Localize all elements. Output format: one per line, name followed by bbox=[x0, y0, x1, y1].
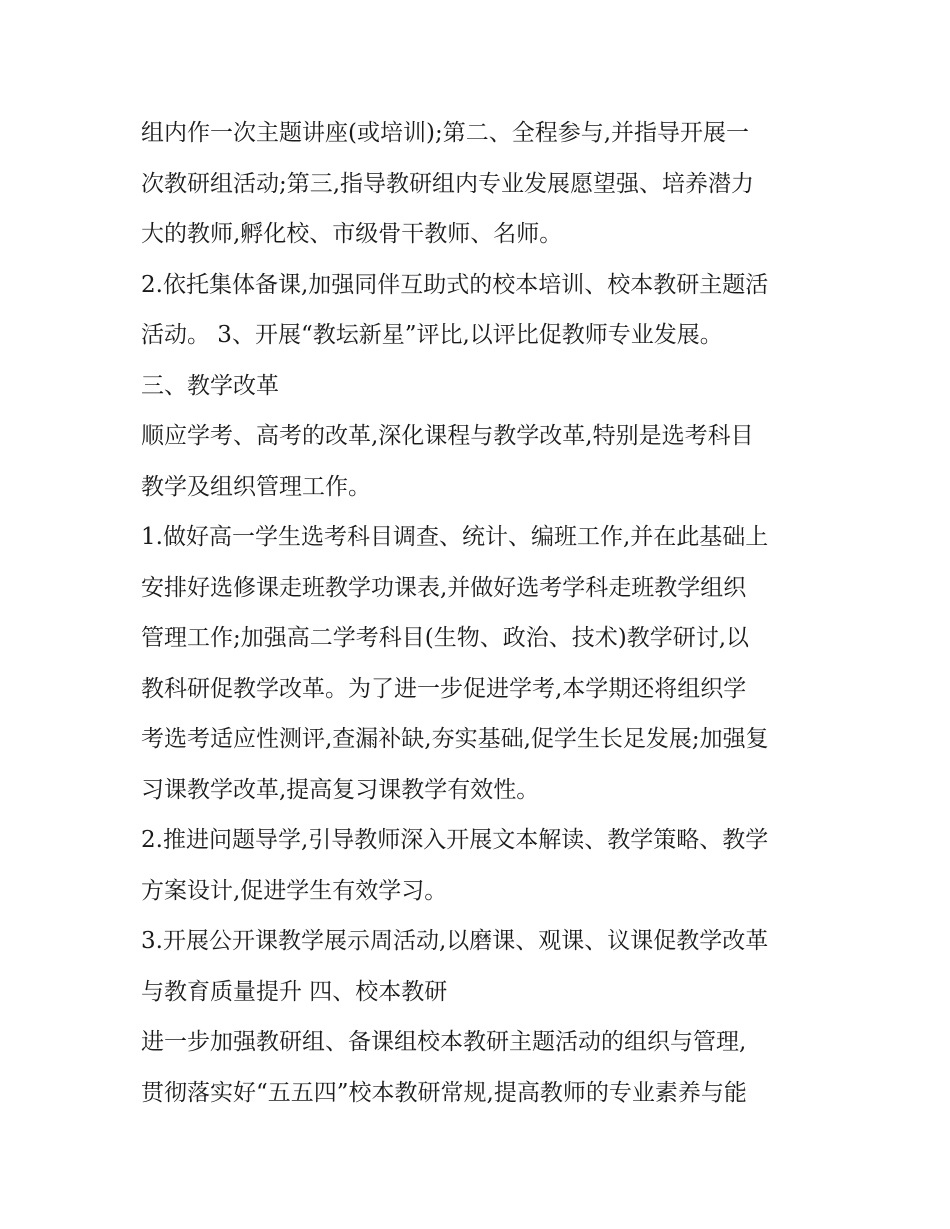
text-line: 组内作一次主题讲座(或培训);第二、全程参与,并指导开展一 bbox=[141, 120, 750, 146]
text-line: 与教育质量提升 四、校本教研 bbox=[141, 978, 448, 1005]
text-line: 1.做好高一学生选考科目调查、统计、编班工作,并在此基础上 bbox=[141, 524, 769, 550]
text-line: 2.推进问题导学,引导教师深入开展文本解读、教学策略、教学 bbox=[141, 827, 769, 853]
document-body bbox=[141, 108, 821, 1118]
text-line: 活动。 3、开展“教坛新星”评比,以评比促教师专业发展。 bbox=[141, 322, 723, 348]
text-line: 3.开展公开课教学展示周活动,以磨课、观课、议课促教学改革 bbox=[141, 928, 769, 954]
text-line: 管理工作;加强高二学考科目(生物、政治、技术)教学研讨,以 bbox=[141, 625, 750, 651]
text-line: 顺应学考、高考的改革,深化课程与教学改革,特别是选考科目 bbox=[141, 423, 754, 449]
text-line: 进一步加强教研组、备课组校本教研主题活动的组织与管理, bbox=[141, 1029, 747, 1055]
text-line: 习课教学改革,提高复习课教学有效性。 bbox=[141, 776, 540, 803]
text-line: 贯彻落实好“五五四”校本教研常规,提高教师的专业素养与能 bbox=[141, 1079, 747, 1106]
text-line: 次教研组活动;第三,指导教研组内专业发展愿望强、培养潜力 bbox=[141, 170, 755, 197]
text-line: 2.依托集体备课,加强同伴互助式的校本培训、校本教研主题活 bbox=[141, 271, 769, 298]
text-line: 教学及组织管理工作。 bbox=[141, 473, 371, 500]
text-line: 大的教师,孵化校、市级骨干教师、名师。 bbox=[141, 221, 563, 247]
text-line: 方案设计,促进学生有效学习。 bbox=[141, 877, 448, 904]
section-heading: 三、教学改革 bbox=[141, 372, 279, 399]
text-line: 教科研促教学改革。为了进一步促进学考,本学期还将组织学 bbox=[141, 675, 747, 702]
text-line: 安排好选修课走班教学功课表,并做好选考学科走班教学组织 bbox=[141, 574, 747, 601]
text-line: 考选考适应性测评,查漏补缺,夯实基础,促学生长足发展;加强复 bbox=[141, 726, 769, 752]
